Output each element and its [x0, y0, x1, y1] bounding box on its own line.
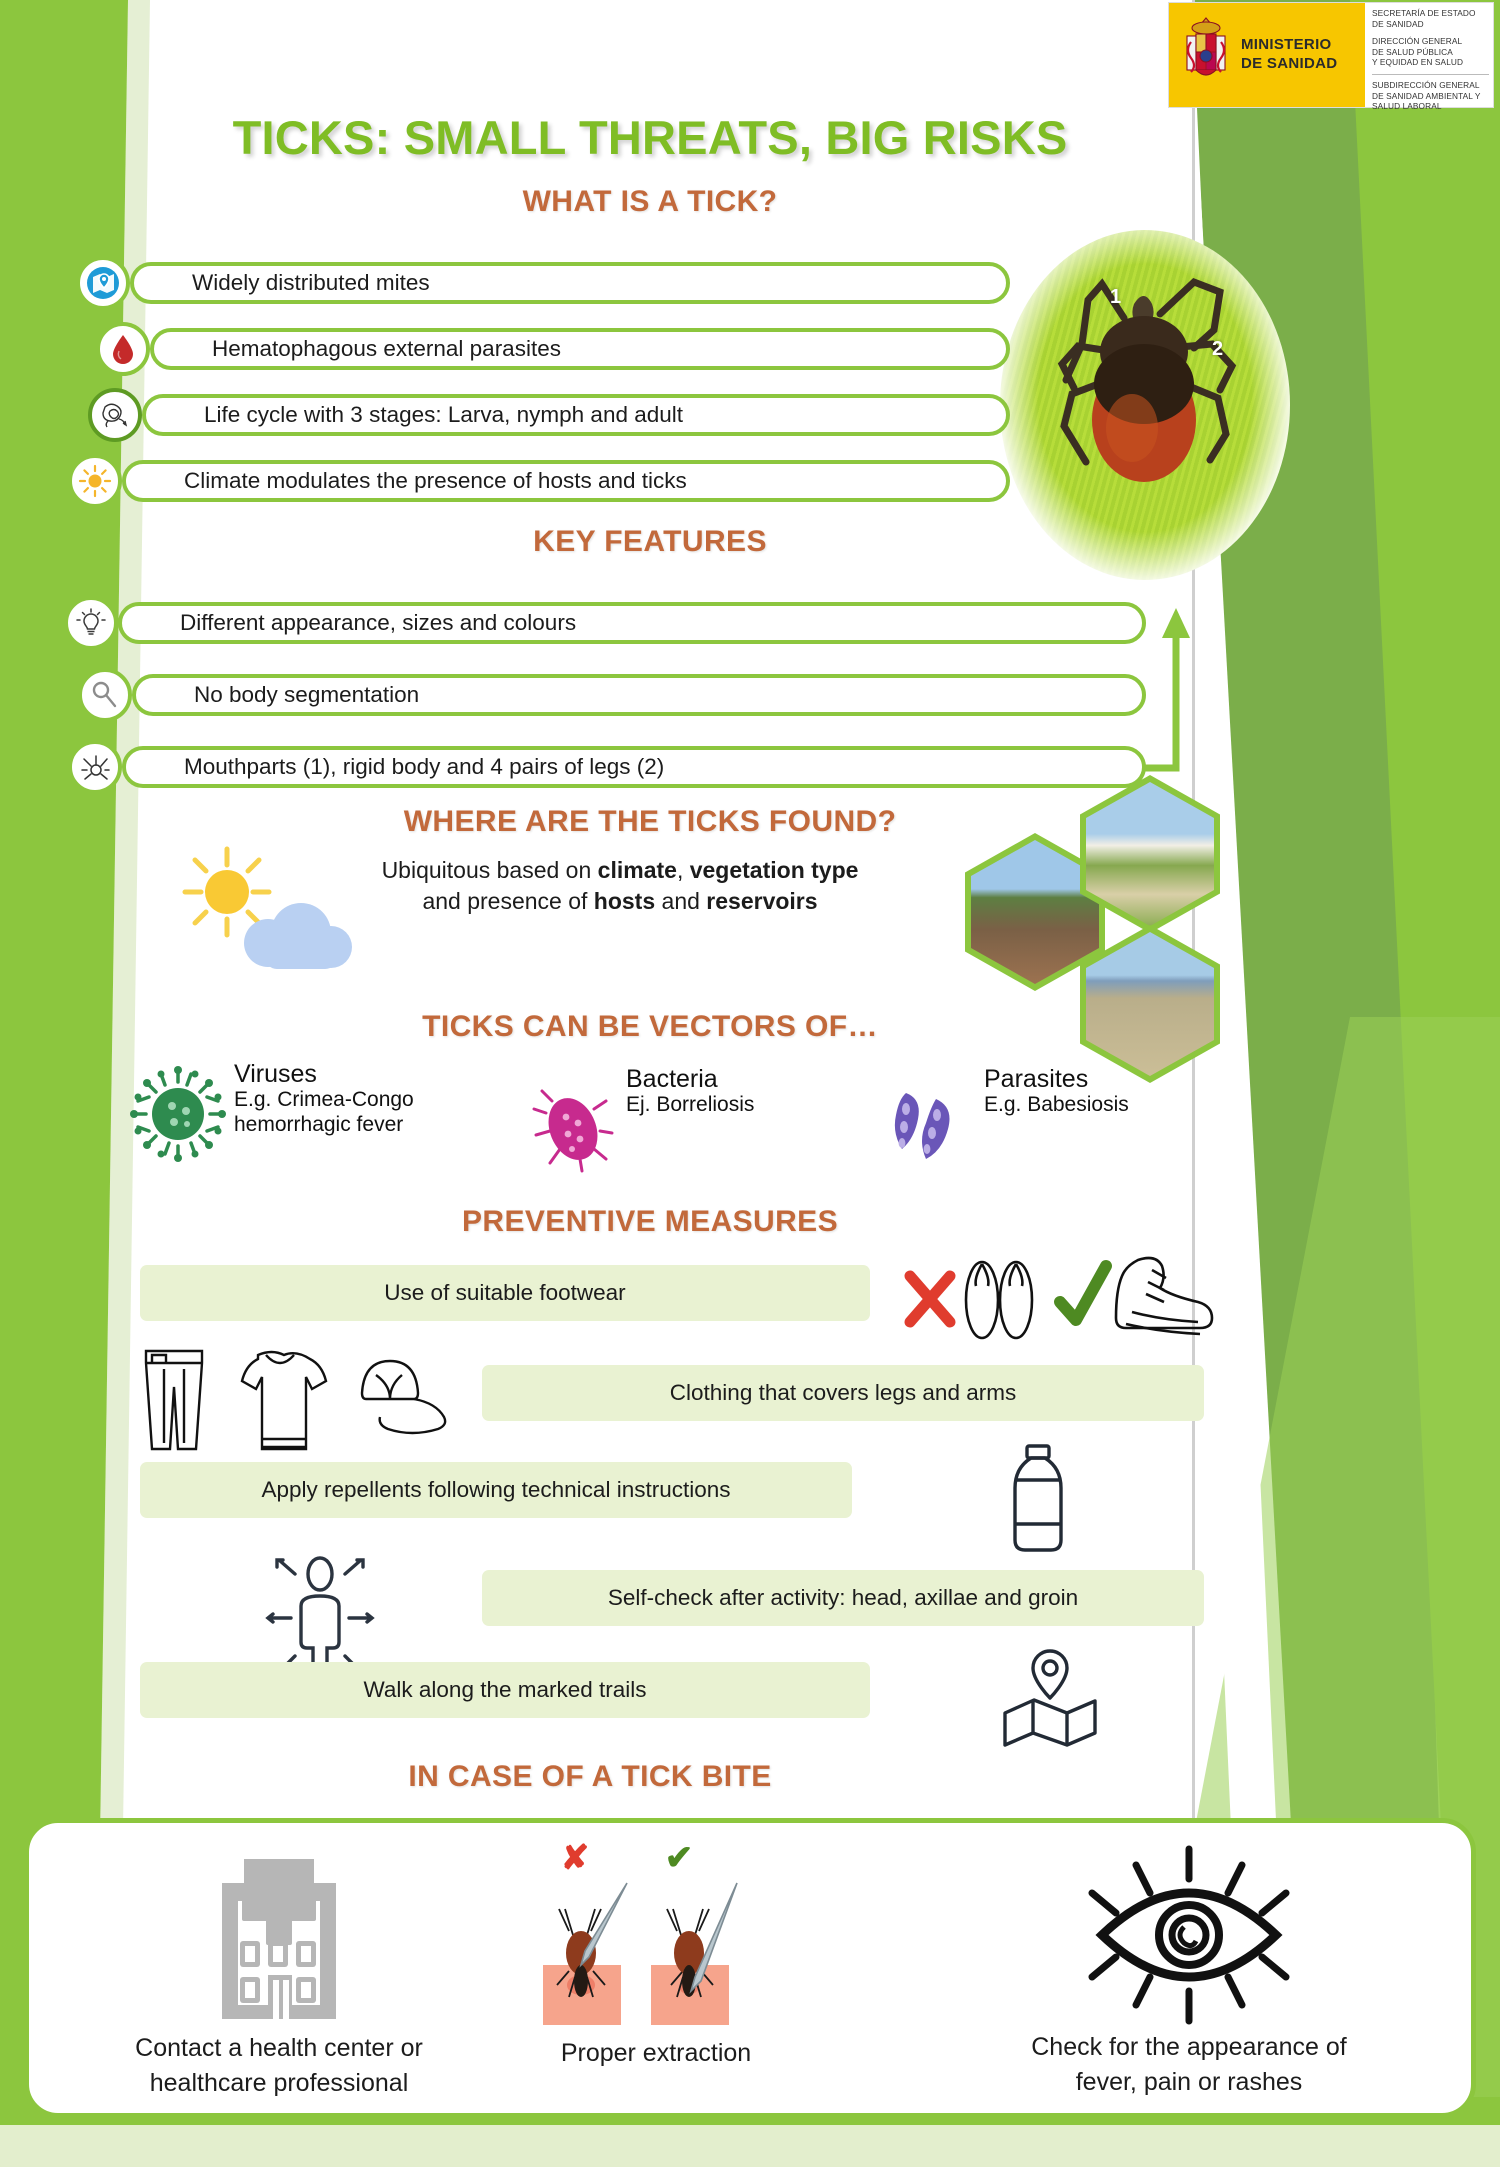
bite-symptoms-l1: Check for the appearance of: [1031, 2033, 1347, 2061]
where-part2: ,: [676, 857, 690, 883]
bite-column-extraction: [471, 1835, 841, 2071]
logo-block-direccion: [1372, 36, 1489, 68]
bullet-pill-2[interactable]: [150, 328, 1010, 370]
preventive-text-selfcheck: Self-check after activity: head, axillae and groin: [607, 1585, 1079, 1610]
map-location-icon: [995, 1645, 1105, 1750]
vector-title-parasites: Parasites: [984, 1065, 1089, 1093]
preventive-bar-trails: [140, 1662, 870, 1718]
logo-b2-l3: Y EQUIDAD EN SALUD: [1372, 57, 1464, 68]
kf-text-2: No body segmentation: [194, 682, 420, 707]
bullet-pill-1[interactable]: [130, 262, 1010, 304]
map-pin-icon: [76, 256, 130, 310]
logo-department-text: [1365, 3, 1493, 112]
bullet-text-3: Life cycle with 3 stages: Larva, nymph and adult: [204, 402, 684, 427]
bite-column-health-center: [69, 1841, 489, 2101]
bite-label-l1: Contact a health center or: [135, 2034, 423, 2062]
vector-example-bacteria-l1: Ej. Borreliosis: [626, 1093, 755, 1116]
repellent-bottle-icon: [998, 1442, 1078, 1554]
what-is-a-tick-list: [0, 240, 1000, 510]
section-heading-preventive: PREVENTIVE MEASURES: [461, 1205, 838, 1238]
preventive-bar-repellent: [140, 1462, 852, 1518]
blood-drop-icon: [96, 322, 150, 376]
tick-label-mouthparts: 1: [1110, 286, 1122, 308]
vector-title-viruses: Viruses: [234, 1060, 317, 1088]
parasite-icon: [880, 1079, 976, 1175]
bullet-pill-4[interactable]: [122, 460, 1010, 502]
vector-title-bacteria: Bacteria: [626, 1065, 718, 1093]
where-bold-vegetation: vegetation type: [689, 857, 859, 883]
bite-label-extraction: [471, 2036, 841, 2071]
where-bold-reservoirs: reservoirs: [706, 888, 818, 915]
flip-flops-icon: [966, 1262, 1032, 1338]
page-title: TICKS: SMALL THREATS, BIG RISKS: [232, 111, 1068, 164]
logo-b1-l2: DE SANIDAD: [1372, 18, 1424, 29]
section-heading-vectors: TICKS CAN BE VECTORS OF…: [422, 1010, 878, 1043]
logo-b3-l3: SALUD LABORAL: [1372, 101, 1442, 112]
rail-connector-3: [78, 394, 87, 460]
logo-b2-l1: DIRECCIÓN GENERAL: [1372, 36, 1463, 47]
kf-text-3: Mouthparts (1), rigid body and 4 pairs of legs (2): [184, 754, 665, 779]
bite-label-health-center: [69, 2031, 489, 2101]
kf-pill-3[interactable]: [122, 746, 1146, 788]
correct-extraction-illustration: [651, 1883, 737, 2025]
logo-ministry-line2: DE SANIDAD: [1241, 55, 1338, 72]
preventive-text-repellent: Apply repellents following technical instructions: [261, 1477, 731, 1502]
vector-example-viruses-l1: E.g. Crimea-Congo: [234, 1088, 414, 1111]
cross-flipflop-check-boot-icons: [900, 1250, 1250, 1345]
bite-label-symptoms: [929, 2030, 1449, 2100]
bite-column-symptoms: [929, 1845, 1449, 2100]
where-part4: and: [655, 888, 707, 915]
mouthparts-icon: [68, 740, 122, 794]
where-part3: and presence of: [422, 888, 594, 915]
red-cross-icon: [910, 1276, 950, 1322]
wrong-mark: ✘: [560, 1839, 590, 1877]
section-heading-tick-bite: IN CASE OF A TICK BITE: [408, 1760, 772, 1793]
where-found-text: [380, 855, 860, 917]
lightbulb-icon: [64, 596, 118, 650]
tick-label-legs: 2: [1212, 338, 1224, 360]
section-heading-key-features: KEY FEATURES: [533, 525, 767, 558]
sun-icon: [68, 454, 122, 508]
section-heading-what-is-a-tick: WHAT IS A TICK?: [522, 185, 778, 218]
magnifier-icon: [78, 668, 132, 722]
trousers-icon: [146, 1351, 202, 1449]
logo-yellow-panel: [1169, 3, 1365, 107]
sweater-icon: [242, 1352, 326, 1449]
bite-label-l2: healthcare professional: [149, 2069, 409, 2097]
logo-b3-l2: DE SANIDAD AMBIENTAL Y: [1372, 90, 1481, 101]
eye-icon: [1024, 1845, 1354, 2025]
bullet-text-1: Widely distributed mites: [192, 270, 430, 295]
where-bold-climate: climate: [597, 857, 677, 883]
hospital-icon: [174, 1841, 384, 2026]
vector-example-parasites-l1: E.g. Babesiosis: [984, 1093, 1129, 1116]
preventive-bar-clothing: [482, 1365, 1204, 1421]
wrong-extraction-illustration: [543, 1883, 627, 2025]
virus-icon: [130, 1066, 226, 1162]
logo-b3-l1: SUBDIRECCIÓN GENERAL: [1372, 80, 1480, 91]
bite-symptoms-l2: fever, pain or rashes: [1075, 2068, 1303, 2096]
tweezers-tick-icons: [541, 1835, 771, 2027]
key-features-list: [0, 580, 1120, 790]
coat-of-arms-icon: [1177, 12, 1235, 98]
section-heading-where-found: WHERE ARE THE TICKS FOUND?: [403, 805, 897, 838]
where-part1: Ubiquitous based on: [381, 857, 598, 883]
bullet-text-2: Hematophagous external parasites: [212, 336, 561, 361]
logo-b2-l2: DE SALUD PÚBLICA: [1372, 46, 1453, 57]
logo-ministry-line1: MINISTERIO: [1241, 36, 1332, 54]
cap-icon: [362, 1361, 445, 1433]
preventive-bar-selfcheck: [482, 1570, 1204, 1626]
bullet-pill-3[interactable]: [142, 394, 1010, 436]
kf-text-1: Different appearance, sizes and colours: [180, 610, 577, 635]
green-check-icon: [1060, 1266, 1106, 1320]
logo-separator: [1372, 74, 1489, 75]
bacteria-icon: [530, 1079, 616, 1175]
bg-bottom-pale-bar: [0, 2125, 1500, 2167]
tick-illustration-icon: [1028, 248, 1264, 548]
sun-cloud-icon: [175, 845, 365, 975]
preventive-bar-footwear: [140, 1265, 870, 1321]
trousers-sweater-cap-icons: [130, 1345, 460, 1455]
ministry-logo: [1168, 2, 1494, 112]
where-bold-hosts: hosts: [593, 888, 656, 915]
vector-example-viruses-l2: hemorrhagic fever: [234, 1112, 404, 1136]
logo-block-subdireccion: [1372, 80, 1489, 112]
tick-photograph: [1000, 230, 1290, 580]
right-mark: ✔: [664, 1839, 694, 1877]
life-cycle-icon: [88, 388, 142, 442]
preventive-text-footwear: Use of suitable footwear: [384, 1280, 626, 1305]
logo-block-secretaria: [1372, 8, 1489, 29]
bullet-text-4: Climate modulates the presence of hosts and ticks: [184, 468, 687, 493]
hiking-boot-icon: [1116, 1258, 1212, 1334]
tick-bite-card: [24, 1818, 1476, 2118]
kf-pill-1[interactable]: [118, 602, 1146, 644]
preventive-text-clothing: Clothing that covers legs and arms: [669, 1380, 1017, 1405]
preventive-text-trails: Walk along the marked trails: [363, 1677, 647, 1702]
logo-b1-l1: SECRETARÍA DE ESTADO: [1372, 8, 1476, 18]
bite-extraction-l1: Proper extraction: [560, 2039, 752, 2067]
logo-ministry-text: [1241, 36, 1337, 74]
kf-pill-2[interactable]: [132, 674, 1146, 716]
rail-connector-2: [78, 328, 87, 394]
